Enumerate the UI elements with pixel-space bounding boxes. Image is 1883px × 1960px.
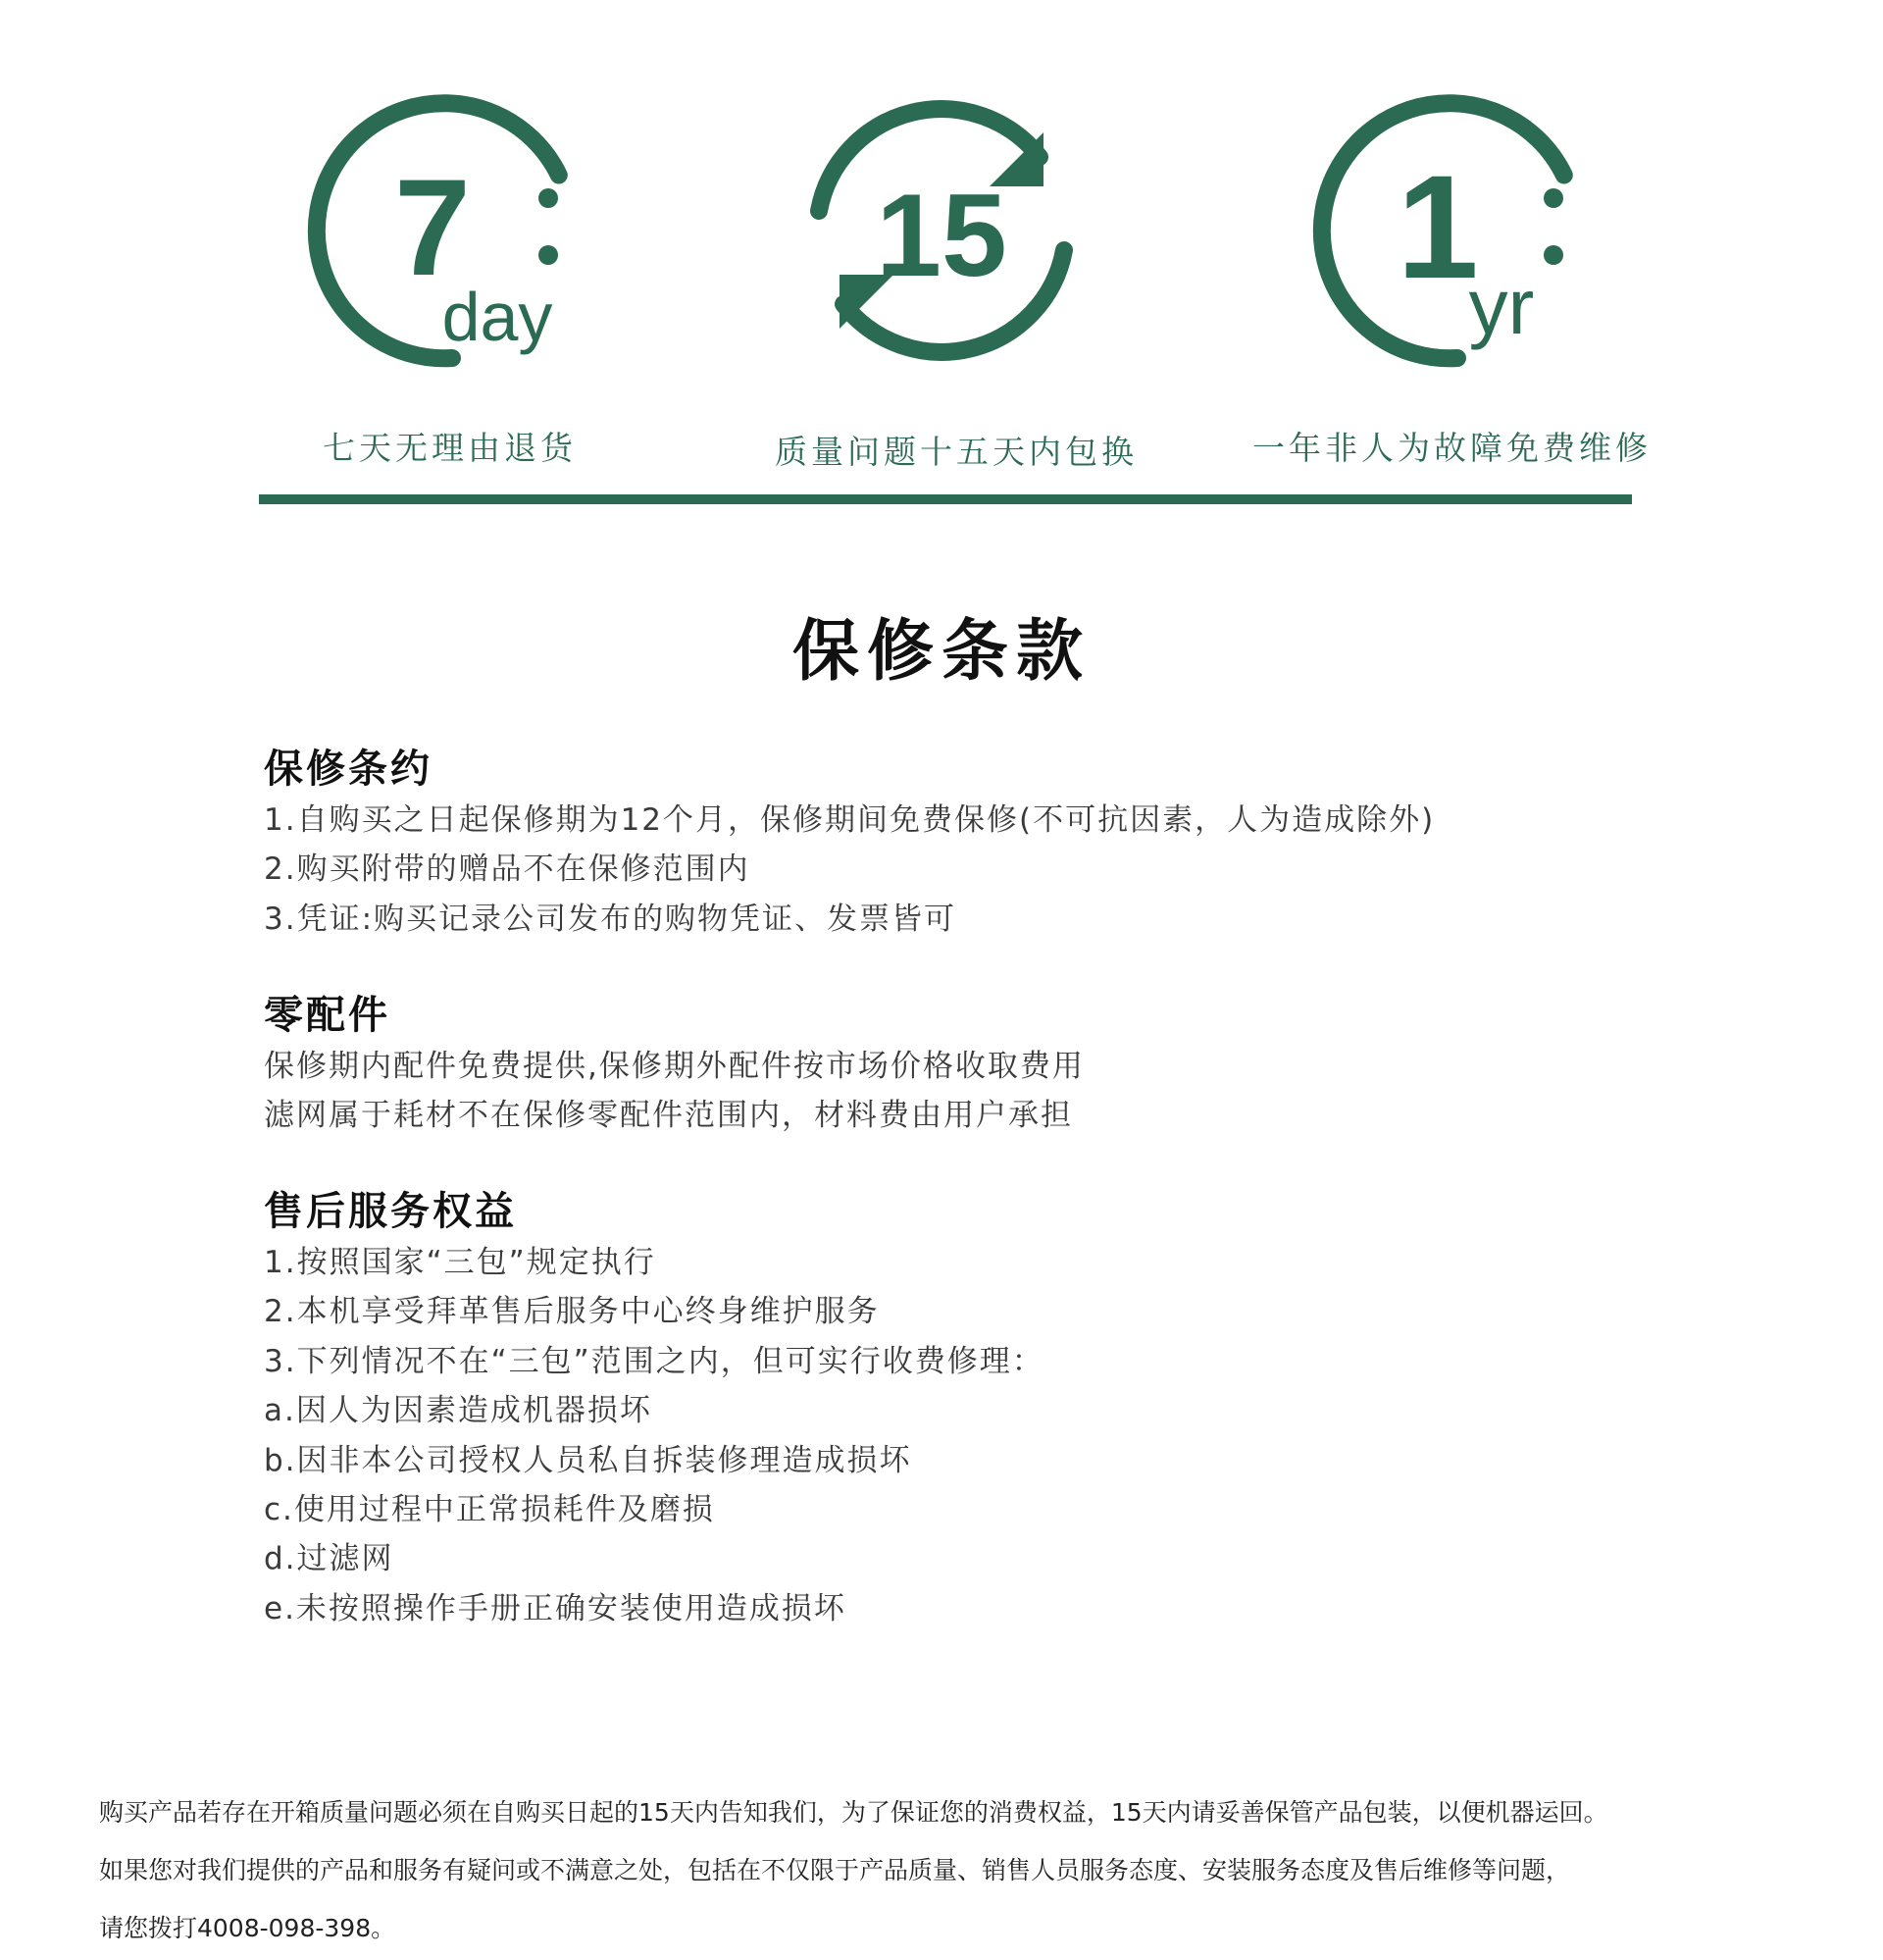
divider — [259, 494, 1632, 504]
section-title: 零配件 — [264, 993, 390, 1038]
badge-label-fifteen-day: 质量问题十五天内包换 — [775, 433, 1138, 471]
badge-label-one-year: 一年非人为故障免费维修 — [1252, 429, 1652, 467]
footer-notes — [99, 1783, 1825, 1957]
badge-unit: day — [441, 279, 553, 355]
section-warranty-terms — [264, 743, 1637, 944]
section-spare-parts — [264, 989, 1637, 1141]
section-title: 保修条约 — [264, 747, 433, 792]
section-line: 滤网属于耗材不在保修零配件范围内，材料费由用户承担 — [264, 1098, 1073, 1134]
footer-line: 购买产品若存在开箱质量问题必须在自购买日起的15天内告知我们，为了保证您的消费权益，15天内请妥善保管产品包装，以便机器运回。 — [99, 1798, 1608, 1827]
badge-number: 15 — [876, 170, 1007, 301]
footer-line: 请您拨打4008-098-398。 — [99, 1914, 396, 1942]
footer-line: 如果您对我们提供的产品和服务有疑问或不满意之处，包括在不仅限于产品质量、销售人员服务态度、安装服务态度及售后维修等问题， — [99, 1856, 1571, 1884]
section-line: d.过滤网 — [264, 1541, 394, 1577]
section-line: 3.下列情况不在“三包”范围之内，但可实行收费修理： — [264, 1343, 1044, 1379]
one-year-icon — [1300, 83, 1595, 378]
seven-day-icon — [295, 83, 589, 378]
page-title: 保修条款 — [791, 613, 1091, 691]
section-line: 1.按照国家“三包”规定执行 — [264, 1245, 656, 1280]
section-line: 2.本机享受拜革售后服务中心终身维护服务 — [264, 1294, 880, 1330]
section-title: 售后服务权益 — [264, 1189, 517, 1234]
section-line: b.因非本公司授权人员私自拆装修理造成损坏 — [264, 1442, 912, 1478]
badge-unit: yr — [1468, 263, 1535, 350]
section-line: e.未按照操作手册正确安装使用造成损坏 — [264, 1590, 846, 1626]
section-line: 2.购买附带的赠品不在保修范围内 — [264, 851, 750, 888]
badge-number: 7 — [394, 150, 471, 304]
fifteen-day-exchange-icon — [794, 83, 1089, 378]
guarantee-badges — [0, 0, 1883, 510]
section-after-sales-rights — [264, 1185, 1637, 1633]
section-line: 3.凭证:购买记录公司发布的购物凭证、发票皆可 — [264, 901, 957, 937]
section-line: 1.自购买之日起保修期为12个月，保修期间免费保修(不可抗因素，人为造成除外) — [264, 802, 1436, 838]
section-line: a.因人为因素造成机器损坏 — [264, 1393, 652, 1429]
section-line: 保修期内配件免费提供,保修期外配件按市场价格收取费用 — [264, 1049, 1085, 1084]
badge-label-seven-day: 七天无理由退货 — [323, 429, 577, 467]
badge-number: 1 — [1397, 144, 1479, 309]
section-line: c.使用过程中正常损耗件及磨损 — [264, 1492, 715, 1528]
